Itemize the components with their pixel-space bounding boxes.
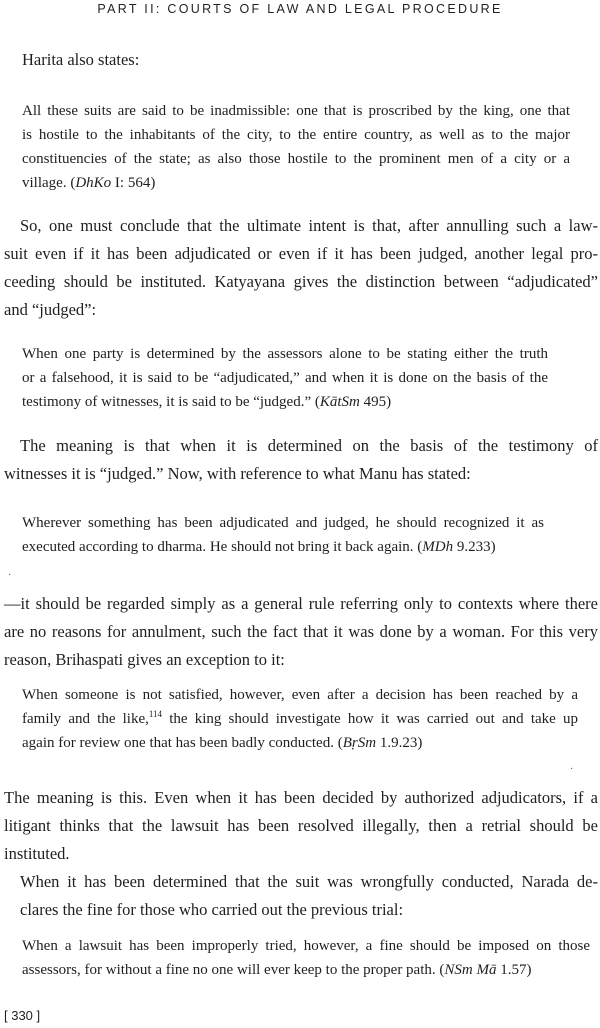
text-line: witnesses it is “judged.” Now, with reference to what Manu has stated: bbox=[4, 464, 471, 483]
text-line: The meaning is that when it is determined on the basis of the testimony of bbox=[20, 436, 598, 455]
text-line: clares the fine for those who carried out the previous trial: bbox=[20, 900, 404, 919]
text-line: ceeding should be instituted. Katyayana gives the distinction between “adjudicated” bbox=[4, 272, 598, 291]
text-line: or a falsehood, it is said to be “adjudicated,” and when it is done on the basis of the bbox=[22, 370, 548, 386]
text-line: constituencies of the state; as also those hostile to the prominent men of a city or a bbox=[22, 151, 570, 167]
text-line: When one party is determined by the assessors alone to be stating either the truth bbox=[22, 346, 548, 362]
text-line: So, one must conclude that the ultimate intent is that, after annulling such a law- bbox=[20, 216, 598, 235]
text-line: When it has been determined that the suit was wrongfully conducted, Narada de- bbox=[20, 872, 598, 891]
text-line: testimony of witnesses, it is said to be “judged.” (KātSm 495) bbox=[22, 394, 392, 410]
text-line: suit even if it has been adjudicated or even if it has been judged, another legal pro- bbox=[4, 244, 598, 263]
text-line: again for review one that has been badly conducted. (BṛSm 1.9.23) bbox=[22, 735, 423, 751]
text-line: The meaning is this. Even when it has been decided by authorized adjudicators, if a bbox=[4, 788, 598, 807]
text-line: is hostile to the inhabitants of the city, to the entire country, as well as to the major bbox=[22, 127, 570, 143]
text-line: executed according to dharma. He should not bring it back again. (MDh 9.233) bbox=[22, 539, 496, 555]
text-line: All these suits are said to be inadmissible: one that is proscribed by the king, one that bbox=[22, 103, 570, 119]
text-line: Wherever something has been adjudicated and judged, he should recognized it as bbox=[22, 515, 544, 531]
text-line: When a lawsuit has been improperly tried, however, a fine should be imposed on those bbox=[22, 938, 590, 954]
text-line: When someone is not satisfied, however, even after a decision has been reached by a bbox=[22, 687, 578, 703]
text-line: —it should be regarded simply as a general rule referring only to contexts where there bbox=[4, 594, 598, 613]
page-number: [ 330 ] bbox=[4, 1008, 41, 1023]
text-line: family and the like,$^{114}$ the king should investigate how it was carried out and take up bbox=[22, 709, 578, 727]
text-line: reason, Brihaspati gives an exception to it: bbox=[4, 650, 285, 669]
page-speck: · bbox=[570, 764, 574, 775]
text-line: village. (DhKo I: 564) bbox=[22, 175, 156, 191]
text-line: instituted. bbox=[4, 844, 70, 863]
text-line: Harita also states: bbox=[22, 50, 140, 69]
text-line: assessors, for without a fine no one will ever keep to the proper path. (NSm Mā 1.57) bbox=[22, 962, 532, 978]
text-line: litigant thinks that the lawsuit has been resolved illegally, then a retrial should be bbox=[4, 816, 598, 835]
text-line: are no reasons for annulment, such the fact that it was done by a woman. For this very bbox=[4, 622, 598, 641]
page-speck: · bbox=[8, 570, 12, 581]
text-line: and “judged”: bbox=[4, 300, 97, 319]
running-head: PART II: COURTS OF LAW AND LEGAL PROCEDURE bbox=[97, 2, 503, 16]
